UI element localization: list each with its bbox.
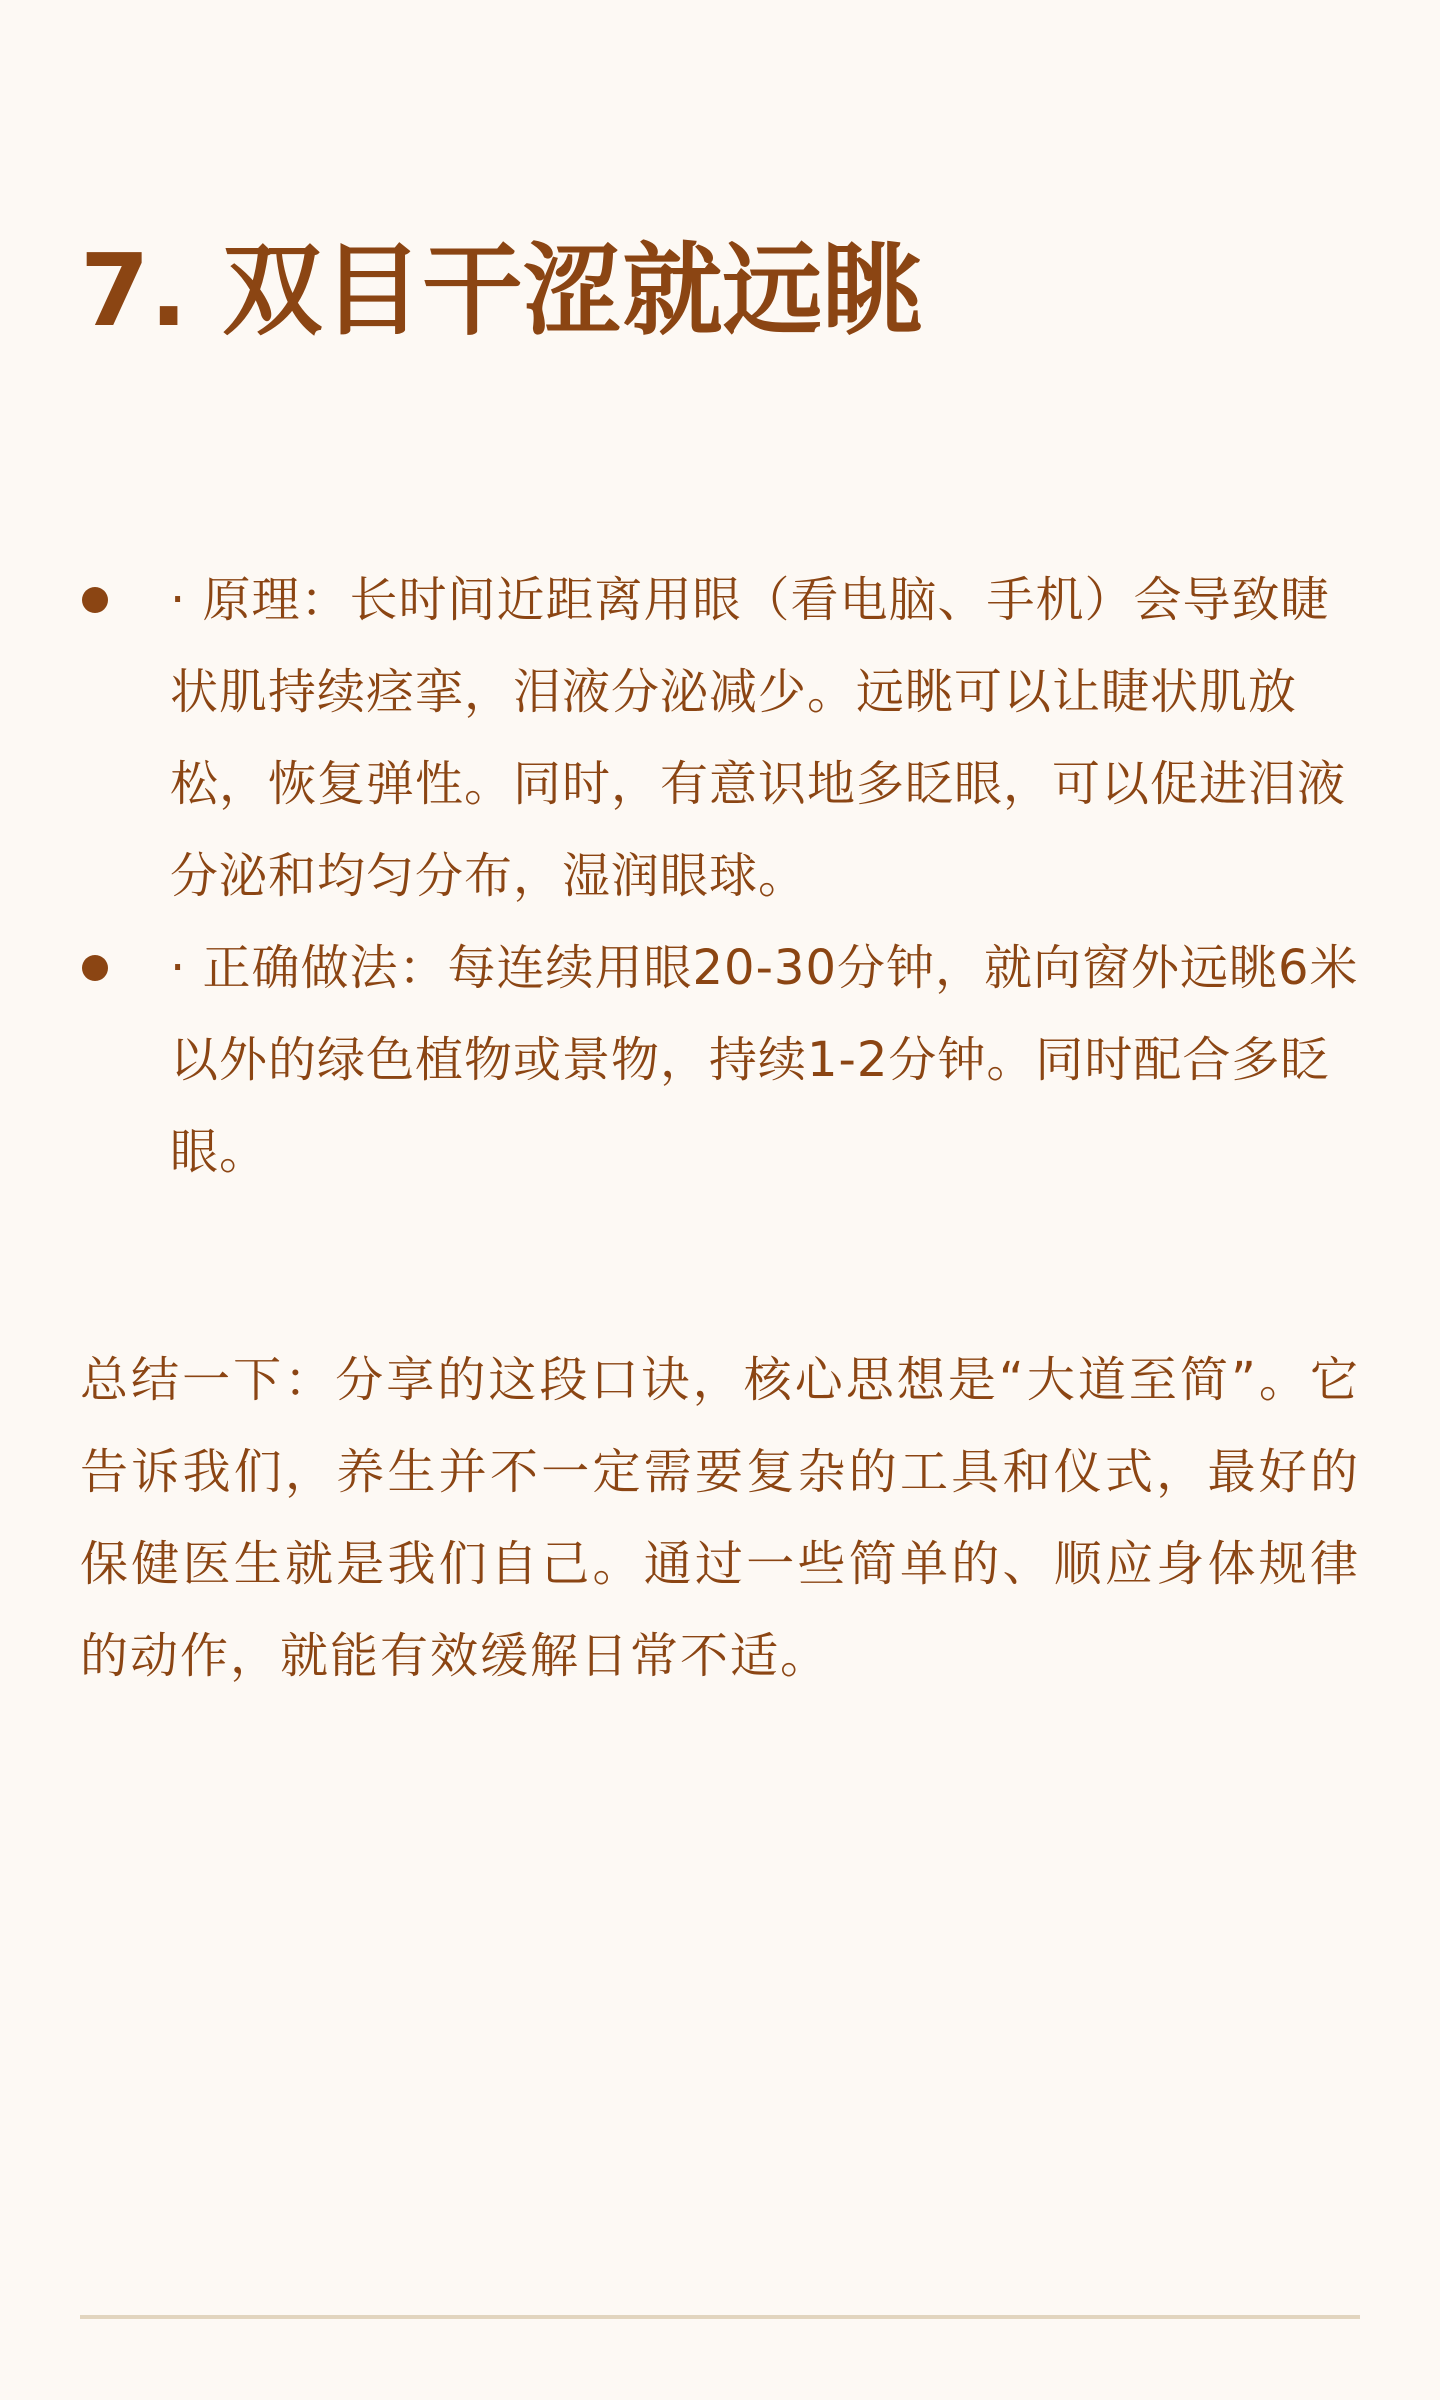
summary-paragraph: 总结一下：分享的这段口诀，核心思想是“大道至简”。它告诉我们，养生并不一定需要复杂的工具和仪式，最好的保健医生就是我们自己。通过一些简单的、顺应身体规律的动作，就能有效缓解日常不适。 (80, 1352, 1360, 1684)
list-item-principle (80, 554, 1360, 922)
tip-list (80, 554, 1360, 1198)
bottom-divider (80, 2315, 1360, 2319)
method-text: · 正确做法：每连续用眼20-30分钟，就向窗外远眺6米以外的绿色植物或景物，持续1-2分钟。同时配合多眨眼。 (170, 940, 1359, 1180)
bullet-dot-icon (82, 955, 108, 981)
section-title: 7. 双目干涩就远眺 (80, 232, 923, 349)
list-item-method (80, 922, 1360, 1198)
principle-text: · 原理：长时间近距离用眼（看电脑、手机）会导致睫状肌持续痉挛，泪液分泌减少。远眺可以让睫状肌放松，恢复弹性。同时，有意识地多眨眼，可以促进泪液分泌和均匀分布，湿润眼球。 (170, 572, 1347, 904)
bullet-dot-icon (82, 587, 108, 613)
